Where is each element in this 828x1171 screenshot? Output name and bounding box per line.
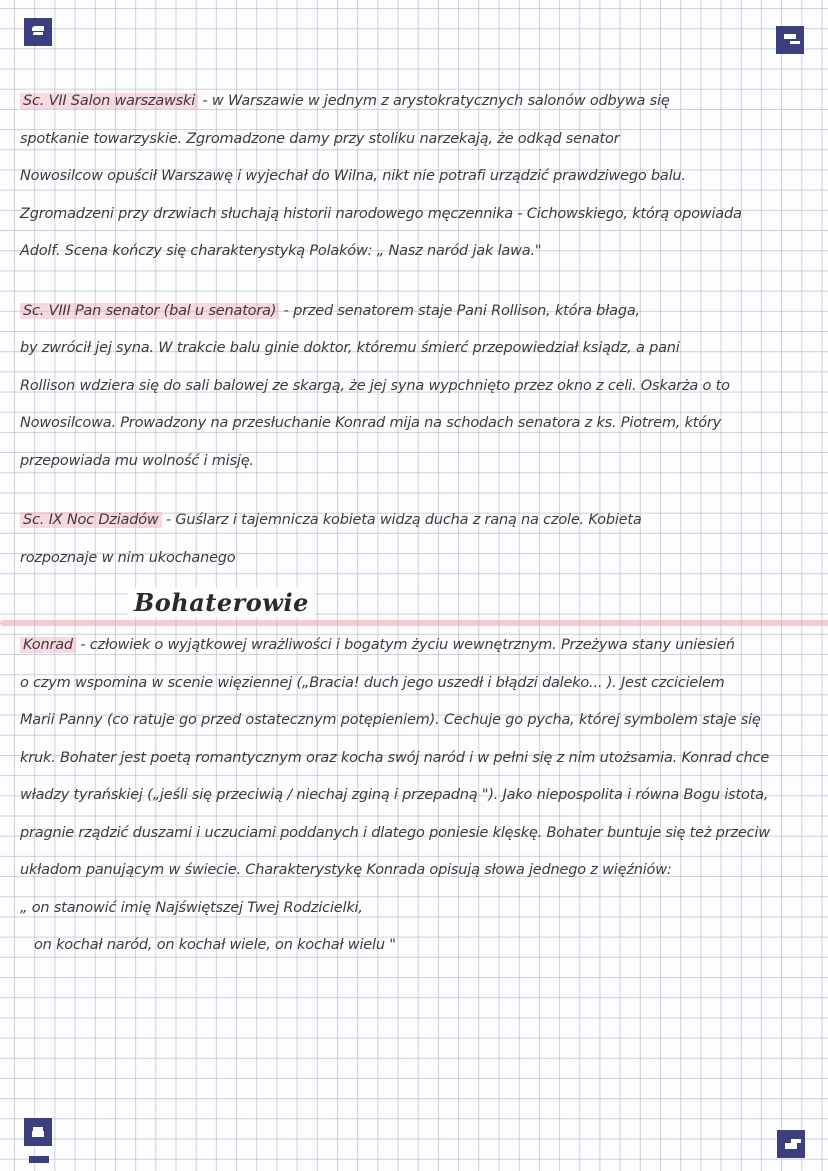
character-text: pragnie rządzić duszami i uczuciami poddanych i dlatego poniesie klęskę. Bohater buntuje się też przeciw — [20, 824, 770, 841]
character-text: - człowiek o wyjątkowej wrażliwości i bogatym życiu wewnętrznym. Przeżywa stany uniesień — [75, 637, 735, 653]
section-title: Sc. IX Noc Dziadów — [20, 512, 162, 528]
section-text: Zgromadzeni przy drzwiach słuchają historii narodowego męczennika - Cichowskiego, którą opowiada — [20, 205, 742, 222]
section-text: rozpoznaje w nim ukochanego — [20, 549, 236, 566]
heading-row — [20, 580, 810, 630]
quote-line: on kochał naród, on kochał wiele, on kochał wielu " — [34, 937, 396, 953]
section-title: Sc. VIII Pan senator (bal u senatora) — [20, 303, 279, 319]
section-text: Nowosilcowa. Prowadzony na przesłuchanie Konrad mija na schodach senatora z ks. Piotrem, który — [20, 415, 722, 431]
section-text: spotkanie towarzyskie. Zgromadzone damy przy stoliku narzekają, że odkąd senator — [20, 130, 620, 147]
section-text: - przed senatorem staje Pani Rollison, która błaga, — [279, 302, 640, 319]
section-text: Rollison wdziera się do sali balowej ze skargą, że jej syna wypchnięto przez okno z celi. Oskarża o to — [20, 377, 730, 394]
character-text: władzy tyrańskiej („jeśli się przeciwią / niechaj zginą i przepadną "). Jako niepospolita i równa Bogu istota, — [20, 787, 769, 803]
notes-page — [20, 86, 810, 968]
section-text: - Guślarz i tajemnicza kobieta widzą ducha z raną na czole. Kobieta — [161, 512, 642, 528]
character-name: Konrad — [20, 637, 76, 653]
section-text: - w Warszawie w jednym z arystokratycznych salonów odbywa się — [198, 93, 670, 109]
character-text: Marii Panny (co ratuje go przed ostatecznym potępieniem). Cechuje go pycha, której symbolem staje się — [20, 712, 761, 728]
corner-marker-bottom-left-icon — [24, 1118, 52, 1146]
corner-marker-top-right-icon — [776, 26, 804, 54]
section-scene-7 — [20, 86, 810, 274]
character-text: o czym wspomina w scenie więziennej („Bracia! duch jego uszedł i błądzi daleko... ). Jest czcicielem — [20, 674, 725, 691]
section-text: Nowosilcow opuścił Warszawę i wyjechał do Wilna, nikt nie potrafi urządzić prawdziwego balu. — [20, 168, 686, 184]
marker-bar-icon — [29, 1156, 49, 1163]
section-text: przepowiada mu wolność i misję. — [20, 452, 254, 469]
section-text: by zwrócił jej syna. W trakcie balu ginie doktor, któremu śmierć przepowiedział ksiądz, a pani — [20, 340, 680, 356]
corner-marker-top-left-icon — [24, 18, 52, 46]
section-scene-9 — [20, 505, 810, 580]
section-title: Sc. VII Salon warszawski — [20, 93, 198, 109]
character-konrad — [20, 630, 810, 968]
corner-marker-bottom-right-icon — [777, 1130, 805, 1158]
heading-highlight — [0, 620, 828, 626]
page-heading: Bohaterowie — [128, 588, 315, 617]
quote-line: „ on stanowić imię Najświętszej Twej Rodzicielki, — [20, 899, 363, 916]
character-text: kruk. Bohater jest poetą romantycznym oraz kocha swój naród i w pełni się z nim utożsamia. Konrad chce — [20, 749, 770, 766]
section-text: Adolf. Scena kończy się charakterystyką Polaków: „ Nasz naród jak lawa." — [20, 243, 542, 259]
section-scene-8 — [20, 296, 810, 484]
character-text: układom panującym w świecie. Charakterystykę Konrada opisują słowa jednego z więźniów: — [20, 862, 672, 878]
